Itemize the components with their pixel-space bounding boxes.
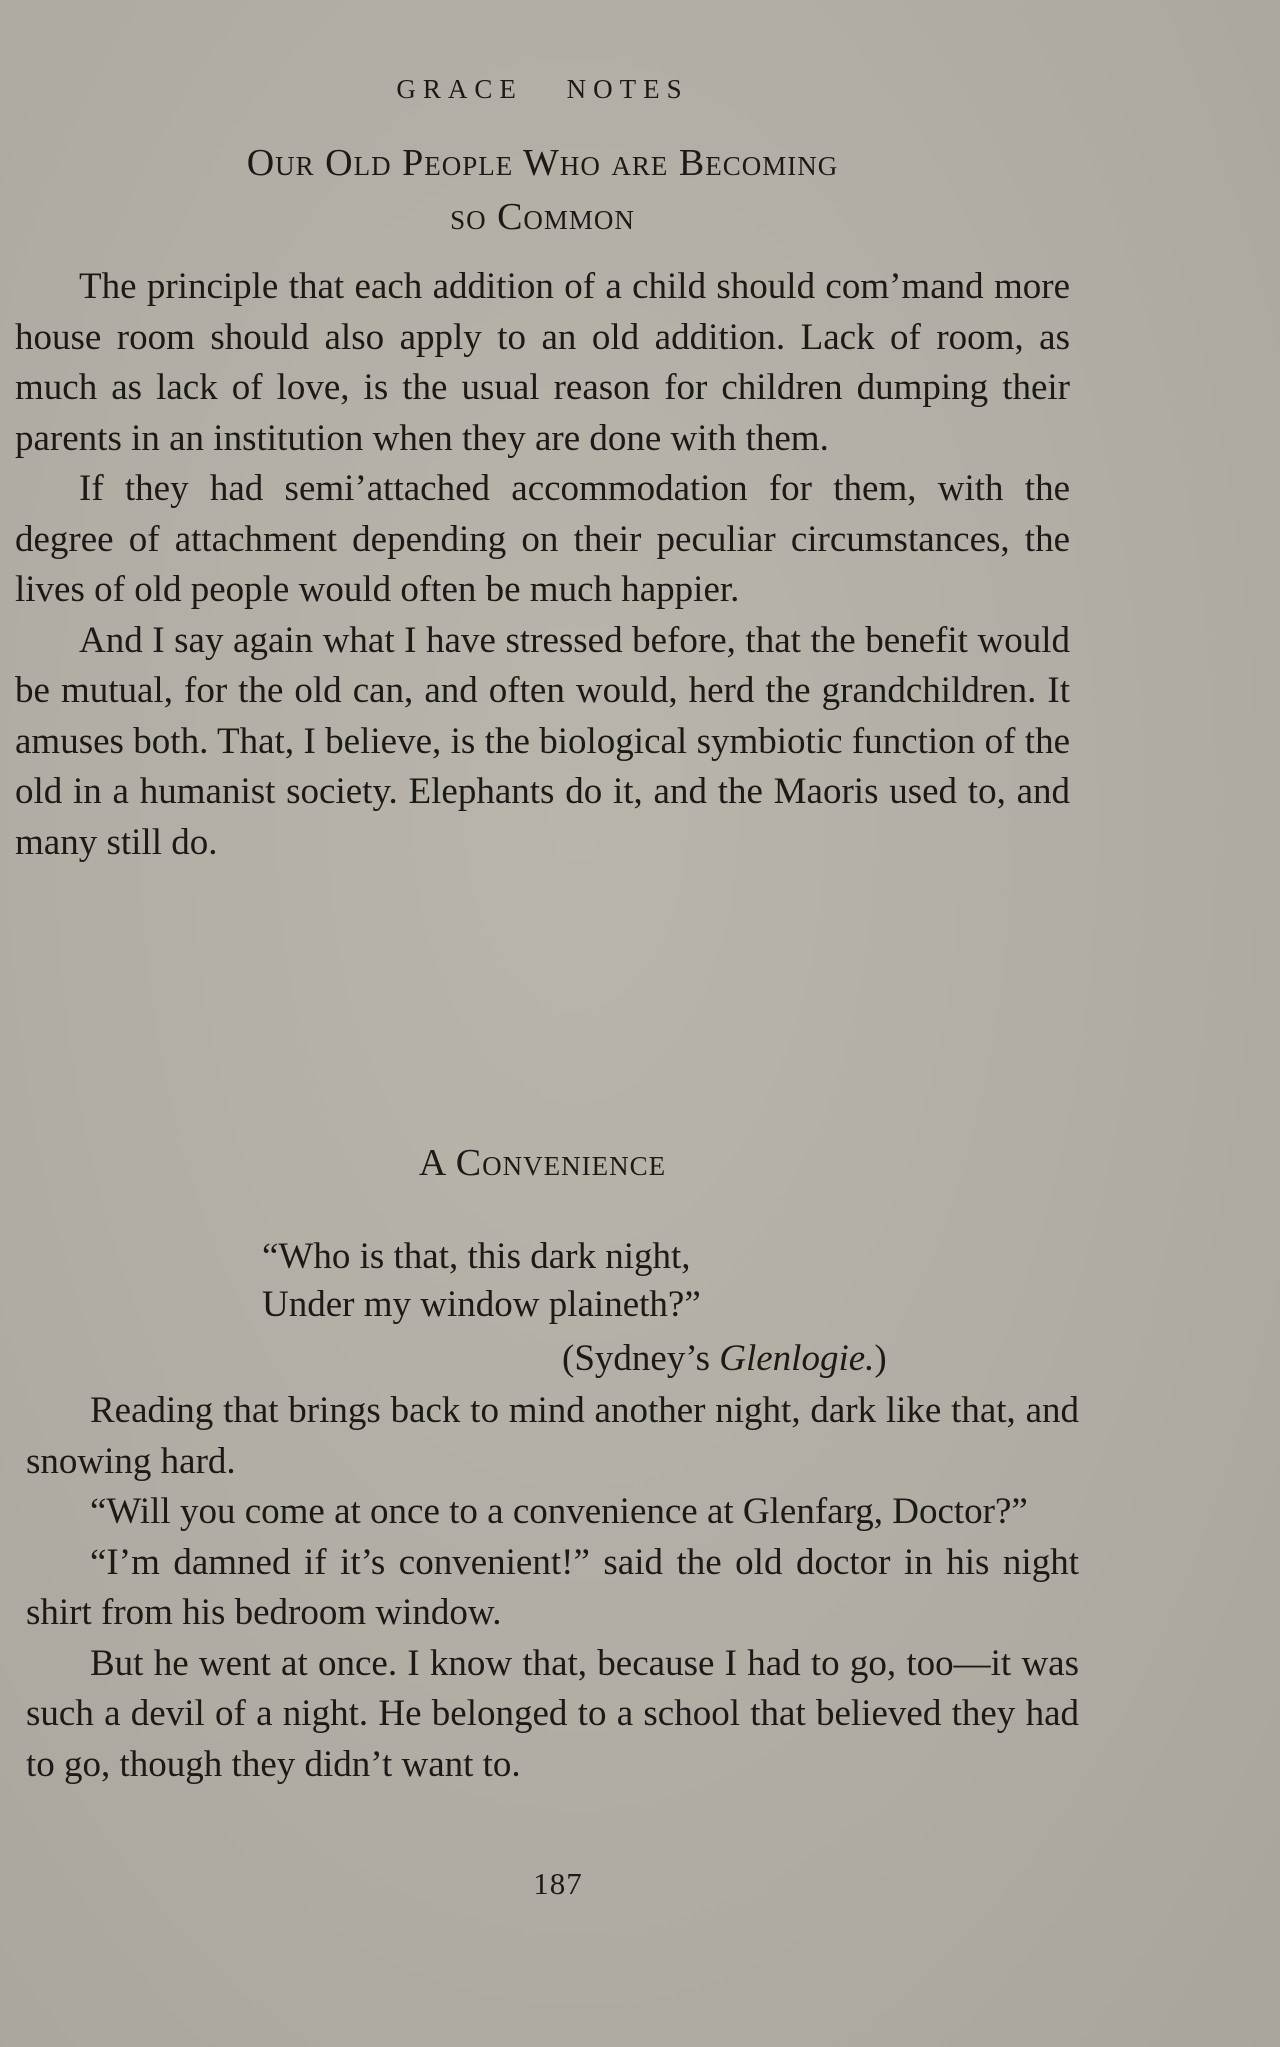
essay-title-line-2: so Common bbox=[450, 196, 635, 238]
paragraph: And I say again what I have stressed before, that the benefit would be mutual, for the old can, and often would, herd the grandchildren. It amuses both. That, I believe, is the biological symbiotic function of the old in a humanist society. Elephants do it, and the Maoris used to, and many still do. bbox=[15, 619, 1070, 863]
paragraph: The principle that each addition of a child should com’mand more house room should also apply to an old addition. Lack of room, as much as lack of love, is the usual reason for children dumping their parents in an institution when they are done with them. bbox=[15, 266, 1070, 459]
page-number: 187 bbox=[533, 1866, 583, 1901]
section-title: A Convenience bbox=[418, 1142, 667, 1184]
paragraph: “Will you come at once to a convenience at Glenfarg, Doctor?” bbox=[90, 1491, 1028, 1532]
attribution-prefix: (Sydney’s bbox=[562, 1338, 720, 1379]
verse-line: Under my window plaineth?” bbox=[262, 1284, 701, 1325]
attribution-suffix: ) bbox=[874, 1338, 887, 1379]
verse-line: “Who is that, this dark night, bbox=[262, 1236, 691, 1277]
paragraph: If they had semi’attached accommodation for them, with the degree of attachment depending on their peculiar circumstances, the lives of old people would often be much happier. bbox=[15, 468, 1070, 610]
verse-attribution bbox=[562, 1337, 887, 1380]
attribution-title: Glenlogie. bbox=[719, 1338, 875, 1379]
running-head: GRACE NOTES bbox=[396, 74, 689, 104]
verse-quote bbox=[262, 1233, 701, 1329]
essay-body bbox=[15, 262, 1070, 868]
paragraph: But he went at once. I know that, because I had to go, too—it was such a devil of a night. He belonged to a school that believed they had to go, though they didn’t want to. bbox=[26, 1642, 1079, 1785]
paragraph: “I’m damned if it’s convenient!” said the old doctor in his night shirt from his bedroom window. bbox=[26, 1541, 1079, 1633]
paragraph: Reading that brings back to mind another night, dark like that, and snowing hard. bbox=[26, 1390, 1079, 1482]
essay-title bbox=[0, 136, 1085, 244]
section-body bbox=[26, 1386, 1079, 1790]
essay-title-line-1: Our Old People Who are Becoming bbox=[246, 142, 839, 184]
